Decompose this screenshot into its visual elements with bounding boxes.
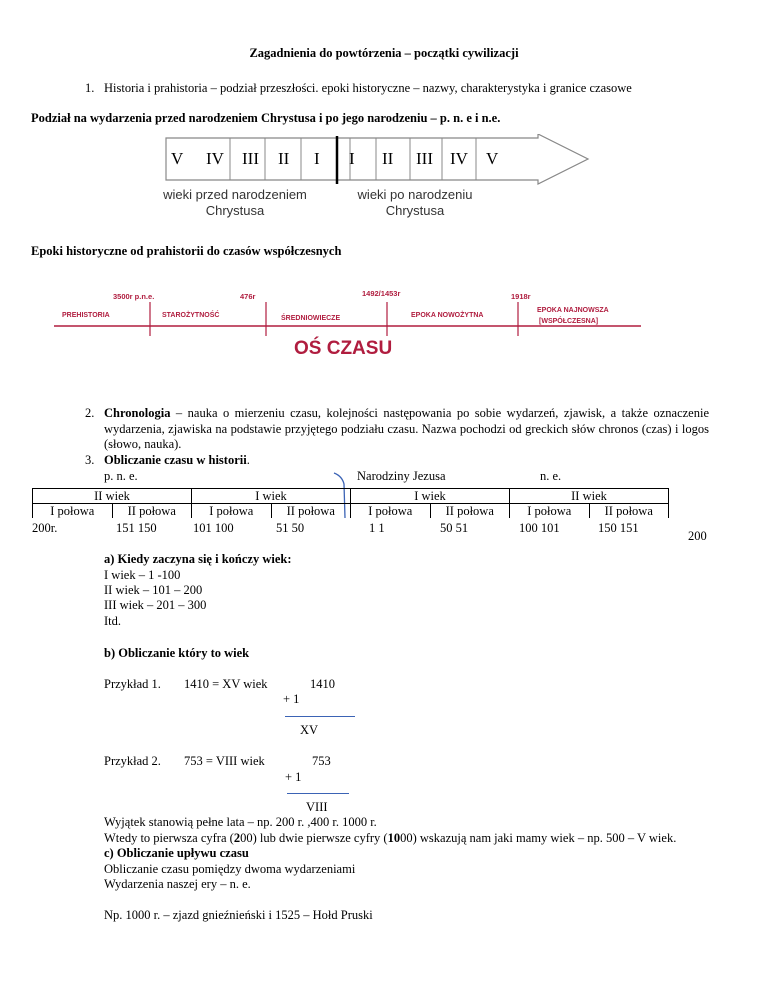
century-header: II wiek bbox=[510, 489, 669, 504]
arrow-cell-ad-3: III bbox=[416, 149, 433, 168]
arrow-cell-ad-4: IV bbox=[450, 149, 468, 168]
item-1-text: Historia i prahistoria – podział przeszłości. epoki historyczne – nazwy, charakterystyka i granice czasowe bbox=[104, 81, 632, 95]
timeline-caption: OŚ CZASU bbox=[294, 338, 393, 359]
page-title: Zagadnienia do powtórzenia – początki cywilizacji bbox=[249, 46, 519, 60]
example-2-label: Przykład 2. bbox=[104, 754, 161, 768]
section-b-heading: b) Obliczanie który to wiek bbox=[104, 646, 250, 660]
section-c-line: Obliczanie czasu pomiędzy dwoma wydarzeniami bbox=[104, 862, 356, 876]
item-3-heading bbox=[104, 453, 250, 468]
example-1-label: Przykład 1. bbox=[104, 677, 161, 691]
year-cell-end: 200 bbox=[688, 529, 707, 543]
arrow-cell-ad-5: V bbox=[486, 149, 499, 168]
half-cell: II połowa bbox=[430, 504, 510, 519]
item-2-text bbox=[104, 406, 709, 453]
list-number: 1. bbox=[85, 81, 95, 95]
heading-bc-ad: Podział na wydarzenia przed narodzeniem Chrystusa i po jego narodzeniu – p. n. e i n.e. bbox=[31, 111, 501, 125]
example-2-plus: + 1 bbox=[285, 770, 302, 784]
epoch-date-476: 476r bbox=[240, 292, 256, 301]
example-2-sum-line bbox=[287, 793, 349, 794]
list-number: 2. bbox=[85, 406, 95, 420]
list-number: 3. bbox=[85, 453, 95, 467]
century-table bbox=[32, 488, 669, 518]
example-1-equation: 1410 = XV wiek bbox=[184, 677, 268, 691]
half-cell: I połowa bbox=[510, 504, 590, 519]
term-chronologia: Chronologia bbox=[104, 406, 171, 420]
century-range-line: III wiek – 201 – 300 bbox=[104, 598, 207, 612]
century-range-line: I wiek – 1 -100 bbox=[104, 568, 181, 582]
bc-label-line1: wieki przed narodzeniem bbox=[163, 187, 307, 202]
example-2-equation: 753 = VIII wiek bbox=[184, 754, 265, 768]
era-label-bc: p. n. e. bbox=[104, 469, 138, 483]
section-c-example: Np. 1000 r. – zjazd gnieźnieński i 1525 – Hołd Pruski bbox=[104, 908, 373, 922]
arrow-cell-bc-3: III bbox=[242, 149, 259, 168]
example-1-top: 1410 bbox=[310, 677, 335, 691]
arrow-cell-bc-2: II bbox=[278, 149, 290, 168]
year-cell: 100 101 bbox=[519, 521, 560, 535]
century-range-line: Itd. bbox=[104, 614, 122, 628]
note-part: Wtedy to pierwsza cyfra ( bbox=[104, 831, 234, 845]
year-cell: 101 100 bbox=[193, 521, 234, 535]
heading-epochs: Epoki historyczne od prahistorii do czasów współczesnych bbox=[31, 244, 342, 258]
year-cell: 1 1 bbox=[369, 521, 385, 535]
arrow-cell-bc-4: IV bbox=[206, 149, 224, 168]
year-cell: 151 150 bbox=[116, 521, 157, 535]
arrow-cell-bc-1: I bbox=[314, 149, 320, 168]
exception-line: Wyjątek stanowią pełne lata – np. 200 r. ,400 r. 1000 r. bbox=[104, 815, 377, 829]
epoch-nowozytna: EPOKA NOWOŻYTNA bbox=[411, 312, 484, 319]
example-1-sum-line bbox=[285, 716, 355, 717]
arrow-cell-ad-2: II bbox=[382, 149, 394, 168]
example-1-result: XV bbox=[300, 723, 319, 737]
section-c-line: Wydarzenia naszej ery – n. e. bbox=[104, 877, 251, 891]
epoch-date-3500: 3500r p.n.e. bbox=[113, 292, 155, 301]
epoch-starozytnosc: STAROŻYTNOŚĆ bbox=[162, 312, 220, 319]
epoch-date-1918: 1918r bbox=[511, 292, 531, 301]
year-cell: 50 51 bbox=[440, 521, 469, 535]
bc-label-line2: Chrystusa bbox=[205, 203, 265, 218]
half-cell: I połowa bbox=[33, 504, 113, 519]
note-part: 00) wskazują nam jaki mamy wiek – np. 500 – V wiek. bbox=[400, 831, 677, 845]
century-header: I wiek bbox=[351, 489, 510, 504]
half-cell: II połowa bbox=[112, 504, 192, 519]
section-c-heading: c) Obliczanie upływu czasu bbox=[104, 846, 249, 860]
century-header: II wiek bbox=[33, 489, 192, 504]
epoch-sredniowiecze: ŚREDNIOWIECZE bbox=[281, 315, 341, 322]
item-3-dot: . bbox=[246, 453, 250, 467]
section-a-heading: a) Kiedy zaczyna się i kończy wiek: bbox=[104, 552, 292, 566]
epoch-prehistoria: PREHISTORIA bbox=[62, 312, 110, 319]
exception-note bbox=[104, 831, 676, 846]
ad-label-line1: wieki po narodzeniu bbox=[357, 187, 473, 202]
item-3-bold: Obliczanie czasu w historii bbox=[104, 453, 247, 467]
example-1-plus: + 1 bbox=[283, 692, 300, 706]
century-header: I wiek bbox=[192, 489, 351, 504]
year-cell: 150 151 bbox=[598, 521, 639, 535]
half-cell: I połowa bbox=[351, 504, 431, 519]
century-range-line: II wiek – 101 – 200 bbox=[104, 583, 203, 597]
epoch-wspolczesna: [WSPÓŁCZESNA] bbox=[539, 318, 599, 325]
epoch-najnowsza: EPOKA NAJNOWSZA bbox=[537, 307, 609, 314]
half-cell: II połowa bbox=[271, 504, 351, 519]
half-cell: II połowa bbox=[589, 504, 669, 519]
year-cell: 200r. bbox=[32, 521, 58, 535]
arrow-cell-bc-5: V bbox=[171, 149, 184, 168]
epoch-date-1492: 1492/1453r bbox=[362, 289, 401, 298]
example-2-result: VIII bbox=[306, 800, 328, 814]
year-cell: 51 50 bbox=[276, 521, 305, 535]
ad-label-line2: Chrystusa bbox=[385, 203, 445, 218]
note-bold-digit: 2 bbox=[233, 831, 241, 845]
chronologia-definition: – nauka o mierzeniu czasu, kolejności następowania po sobie wydarzeń, zjawisk, a także oznaczenie wydarzenia, zjawiska na podstawie przyjętego podziału czasu. Nazwa pochodzi od greckich słów chronos (czas) i logos (słowo, nauka). bbox=[104, 406, 709, 451]
era-label-birth: Narodziny Jezusa bbox=[357, 469, 446, 483]
era-label-ad: n. e. bbox=[540, 469, 562, 483]
note-bold-digits: 10 bbox=[387, 831, 401, 845]
note-part: 00) lub dwie pierwsze cyfry ( bbox=[240, 831, 388, 845]
example-2-top: 753 bbox=[312, 754, 331, 768]
arrow-cell-ad-1: I bbox=[349, 149, 355, 168]
half-cell: I połowa bbox=[192, 504, 272, 519]
